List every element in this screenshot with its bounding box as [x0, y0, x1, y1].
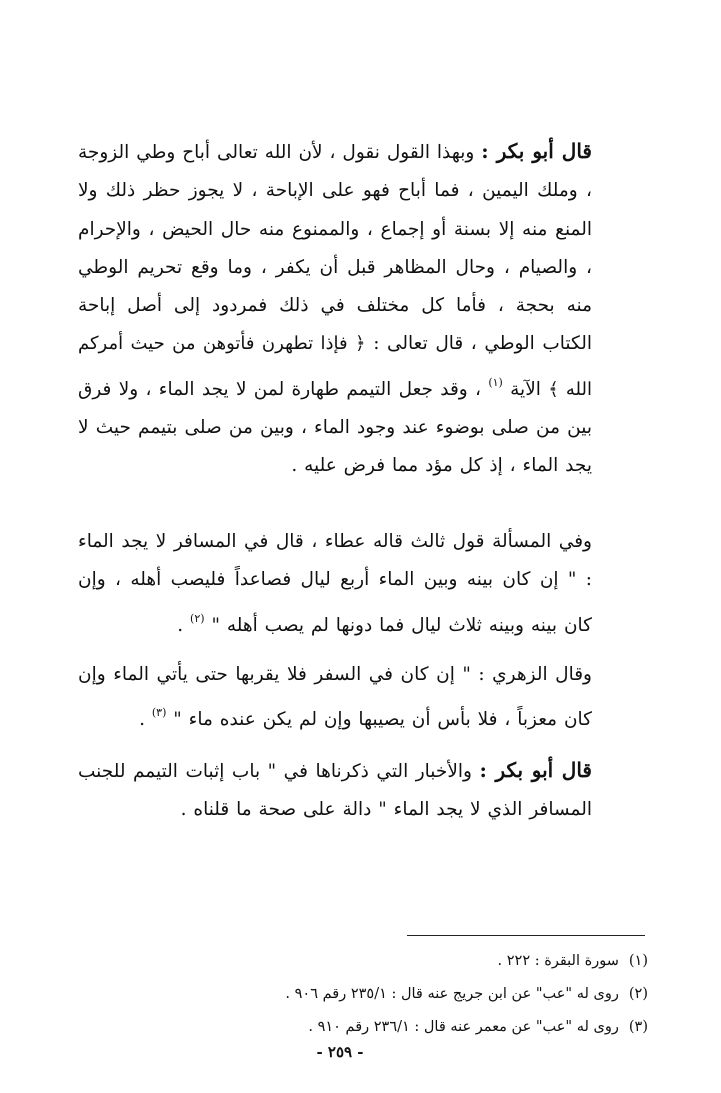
quran-quote: ﴿ فإذا تطهرن فأتوهن من حيث أمركم الله ﴾	[78, 333, 592, 400]
footnote-number: (٢)	[628, 986, 648, 1002]
footnotes	[150, 945, 648, 1044]
paragraph-1	[78, 132, 592, 486]
paragraph-1-text-2: الآية	[510, 378, 541, 400]
paragraph-2-text-2: .	[177, 614, 184, 636]
footnote-text: روى له "عب" عن ابن جريج عنه قال : ٢٣٥/١ رقم ٩٠٦ .	[285, 986, 619, 1002]
footnote-ref-2: (٢)	[190, 611, 205, 625]
footnote-2	[150, 978, 648, 1011]
paragraph-1-text-3: ، وقد جعل التيمم طهارة لمن لا يجد الماء ، ولا فرق بين من صلى بوضوء عند وجود الماء ، وبين من صلى بتيمم حيث لا يجد الماء ، إذ كل مؤد مما فرض عليه .	[78, 378, 592, 477]
paragraph-4-lead: قال أبو بكر :	[479, 758, 592, 782]
paragraph-1-lead: قال أبو بكر :	[481, 139, 592, 163]
paragraph-4-text-1: والأخبار التي ذكرناها في " باب إثبات التيمم للجنب المسافر الذي لا يجد الماء " دالة على صحة ما قلناه .	[78, 761, 592, 821]
paragraph-3-text-2: .	[139, 709, 145, 731]
paragraph-4	[78, 751, 592, 830]
footnote-divider	[407, 935, 645, 936]
paragraph-2-text-1: وفي المسألة قول ثالث قاله عطاء ، قال في المسافر لا يجد الماء : " إن كان بينه وبين الماء أربع ليال فصاعداً فليصب أهله ، وإن كان بينه وبينه ثلاث ليال فما دونها لم يصب أهله "	[78, 531, 592, 636]
page-number: - ٢٥٩ -	[316, 1043, 364, 1061]
footnote-number: (١)	[628, 953, 648, 969]
paragraph-2	[78, 523, 592, 645]
footnote-ref-3: (٣)	[151, 706, 167, 720]
paragraph-3	[78, 656, 592, 740]
footnote-1	[150, 945, 648, 978]
footnote-ref-1: (١)	[488, 375, 503, 389]
footnote-3	[150, 1011, 648, 1044]
footnote-text: سورة البقرة : ٢٢٢ .	[497, 953, 619, 969]
paragraph-3-text-1: وقال الزهري : " إن كان في السفر فلا يقربها حتى يأتي الماء وإن كان معزباً ، فلا بأس أن يصيبها وإن لم يكن عنده ماء "	[78, 664, 592, 731]
paragraph-1-text-1: وبهذا القول نقول ، لأن الله تعالى أباح وطي الزوجة ، وملك اليمين ، فما أباح فهو على الإباحة ، لا يجوز حظر ذلك ولا المنع منه إلا بسنة أو إجماع ، والممنوع منه حال الحيض ، والإحرام ، والصيام ، وحال المظاهر قبل أن يكفر ، وما وقع تحريم الوطي منه بحجة ، فأما كل مختلف في ذلك فمردود إلى أصل إباحة الكتاب الوطي ، قال تعالى :	[78, 142, 593, 355]
footnote-number: (٣)	[628, 1019, 648, 1035]
footnote-text: روى له "عب" عن معمر عنه قال : ٢٣٦/١ رقم ٩١٠ .	[308, 1019, 619, 1035]
